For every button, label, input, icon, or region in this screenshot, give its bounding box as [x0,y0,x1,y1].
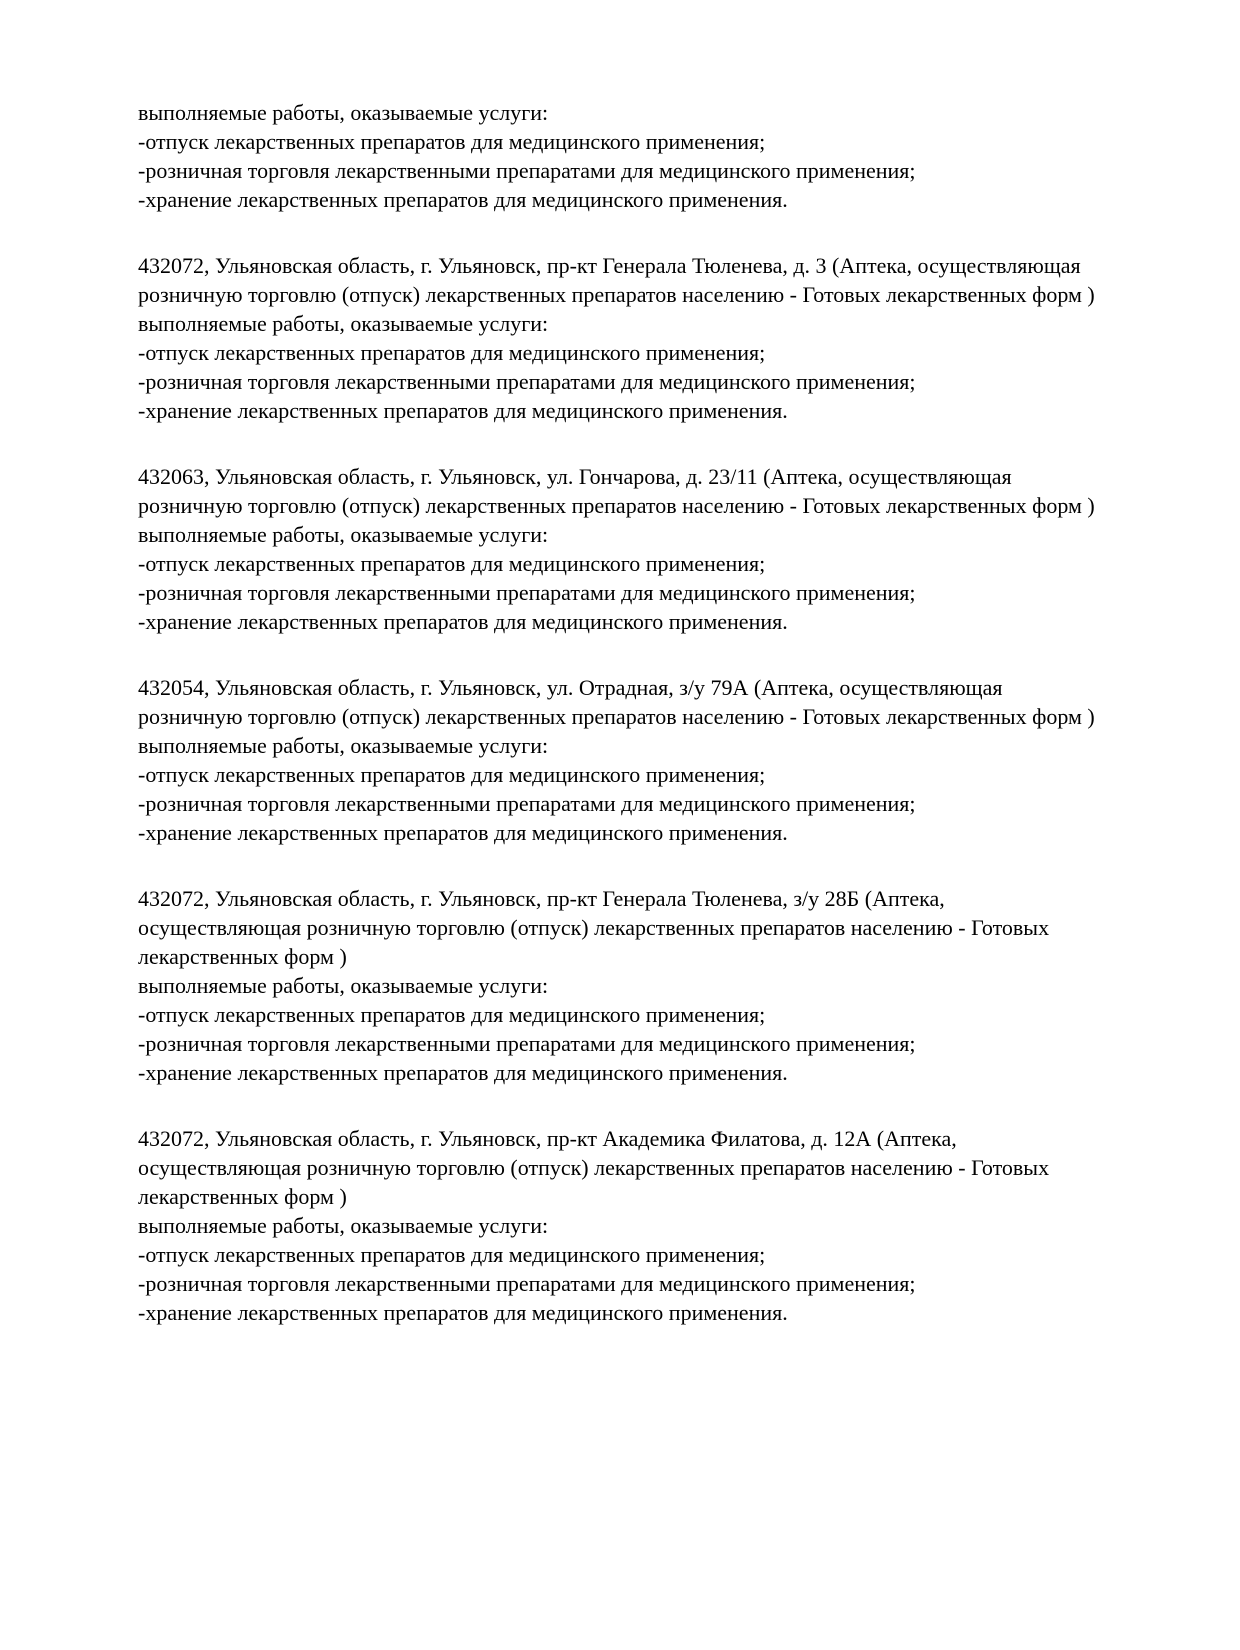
entry-address: 432072, Ульяновская область, г. Ульяновск, пр-кт Академика Филатова, д. 12А (Аптека, осуществляющая розничную торговлю (отпуск) лекарственных препаратов населению - Готовых лекарственных форм ) [138,1126,1050,1209]
service-item-retail: -розничная торговля лекарственными препаратами для медицинского применения; [138,369,916,394]
service-item-storage: -хранение лекарственных препаратов для медицинского применения. [138,187,788,212]
pharmacy-entry [138,1124,1105,1327]
service-item-storage: -хранение лекарственных препаратов для медицинского применения. [138,1060,788,1085]
pharmacy-entry [138,251,1105,425]
pharmacy-entry [138,462,1105,636]
services-header: выполняемые работы, оказываемые услуги: [138,973,549,998]
pharmacy-entry [138,673,1105,847]
service-item-dispensing: -отпуск лекарственных препаратов для медицинского применения; [138,340,766,365]
document-text-column [138,98,1105,1327]
services-header: выполняемые работы, оказываемые услуги: [138,1213,549,1238]
services-block-intro [138,98,1105,214]
service-item-storage: -хранение лекарственных препаратов для медицинского применения. [138,609,788,634]
service-item-storage: -хранение лекарственных препаратов для медицинского применения. [138,820,788,845]
entry-address: 432072, Ульяновская область, г. Ульяновск, пр-кт Генерала Тюленева, з/у 28Б (Аптека, осуществляющая розничную торговлю (отпуск) лекарственных препаратов населению - Готовых лекарственных форм ) [138,886,1050,969]
services-header: выполняемые работы, оказываемые услуги: [138,522,549,547]
pharmacy-entry [138,884,1105,1087]
service-item-storage: -хранение лекарственных препаратов для медицинского применения. [138,398,788,423]
service-item-retail: -розничная торговля лекарственными препаратами для медицинского применения; [138,1271,916,1296]
entry-address: 432063, Ульяновская область, г. Ульяновск, ул. Гончарова, д. 23/11 (Аптека, осуществляющая розничную торговлю (отпуск) лекарственных препаратов населению - Готовых лекарственных форм ) [138,464,1095,518]
entry-address: 432054, Ульяновская область, г. Ульяновск, ул. Отрадная, з/у 79А (Аптека, осуществляющая розничную торговлю (отпуск) лекарственных препаратов населению - Готовых лекарственных форм ) [138,675,1095,729]
service-item-dispensing: -отпуск лекарственных препаратов для медицинского применения; [138,1002,766,1027]
entry-address: 432072, Ульяновская область, г. Ульяновск, пр-кт Генерала Тюленева, д. 3 (Аптека, осуществляющая розничную торговлю (отпуск) лекарственных препаратов населению - Готовых лекарственных форм ) [138,253,1095,307]
service-item-dispensing: -отпуск лекарственных препаратов для медицинского применения; [138,1242,766,1267]
service-item-dispensing: -отпуск лекарственных препаратов для медицинского применения; [138,551,766,576]
service-item-retail: -розничная торговля лекарственными препаратами для медицинского применения; [138,1031,916,1056]
services-header: выполняемые работы, оказываемые услуги: [138,311,549,336]
service-item-retail: -розничная торговля лекарственными препаратами для медицинского применения; [138,580,916,605]
service-item-retail: -розничная торговля лекарственными препаратами для медицинского применения; [138,158,916,183]
service-item-retail: -розничная торговля лекарственными препаратами для медицинского применения; [138,791,916,816]
services-header: выполняемые работы, оказываемые услуги: [138,100,549,125]
service-item-storage: -хранение лекарственных препаратов для медицинского применения. [138,1300,788,1325]
services-header: выполняемые работы, оказываемые услуги: [138,733,549,758]
service-item-dispensing: -отпуск лекарственных препаратов для медицинского применения; [138,762,766,787]
service-item-dispensing: -отпуск лекарственных препаратов для медицинского применения; [138,129,766,154]
